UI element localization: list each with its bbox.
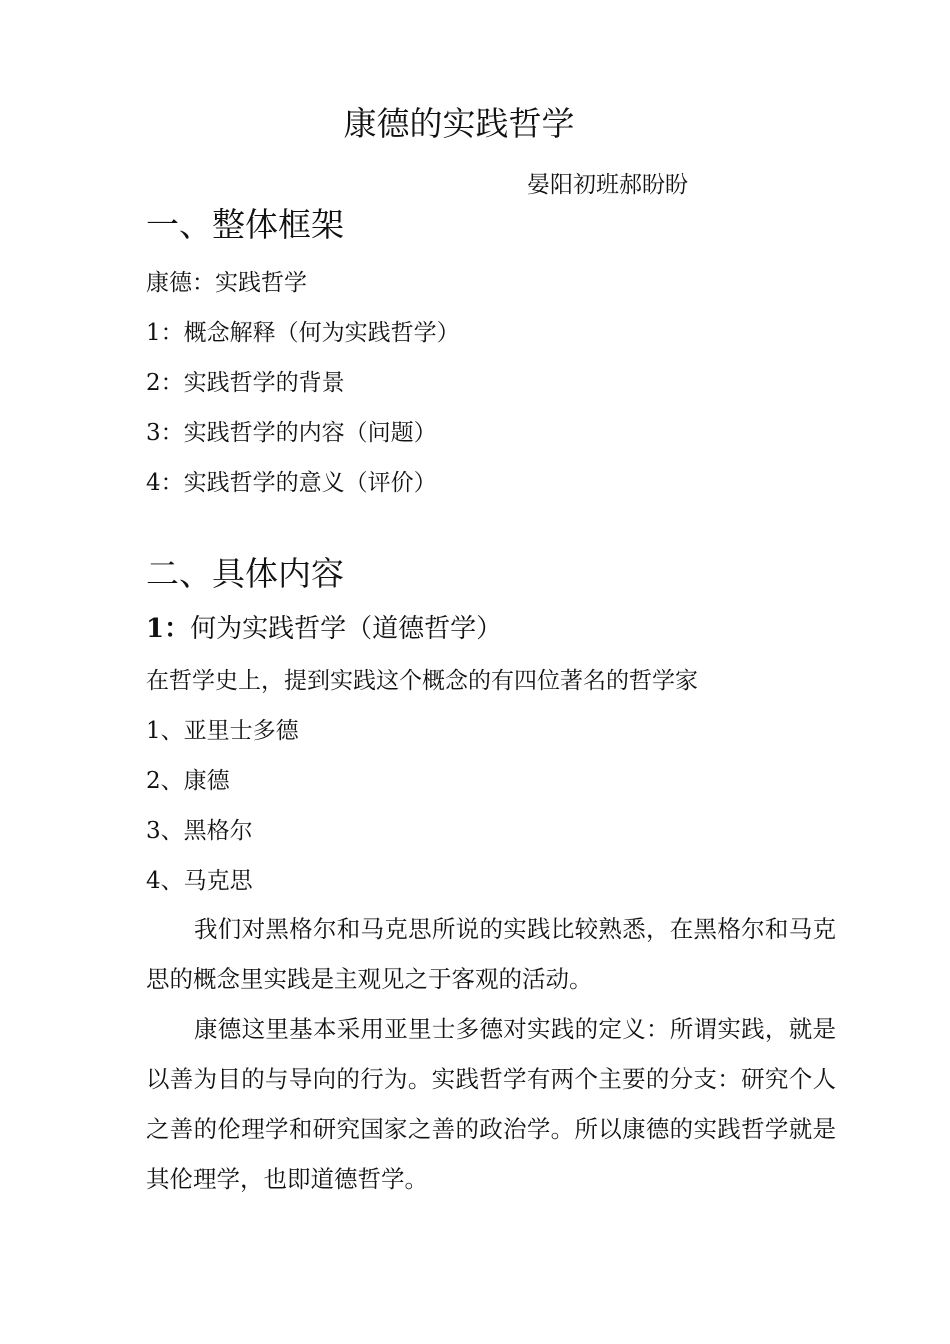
framework-item: 3：实践哲学的内容（问题） — [146, 420, 437, 446]
philosopher-item: 1、亚里士多德 — [146, 718, 299, 744]
framework-item: 1：概念解释（何为实践哲学） — [146, 320, 460, 346]
intro-line: 在哲学史上，提到实践这个概念的有四位著名的哲学家 — [146, 668, 698, 694]
body-paragraph: 康德这里基本采用亚里士多德对实践的定义：所谓实践，就是以善为目的与导向的行为。实践哲学有两个主要的分支：研究个人之善的伦理学和研究国家之善的政治学。所以康德的实践哲学就是其伦理学，也即道德哲学。 — [146, 1015, 836, 1193]
body-paragraph: 我们对黑格尔和马克思所说的实践比较熟悉，在黑格尔和马克思的概念里实践是主观见之于客观的活动。 — [146, 915, 836, 993]
philosopher-item: 4、马克思 — [146, 868, 253, 894]
section-2-heading: 二、具体内容 — [146, 554, 344, 593]
document-author: 晏阳初班郝盼盼 — [527, 172, 688, 198]
document-title: 康德的实践哲学 — [343, 104, 575, 143]
subsection-number: 1： — [146, 614, 191, 644]
philosopher-item: 3、黑格尔 — [146, 818, 253, 844]
section-1-heading: 一、整体框架 — [146, 205, 344, 244]
framework-item: 2：实践哲学的背景 — [146, 370, 345, 396]
philosopher-item: 2、康德 — [146, 768, 230, 794]
framework-item: 4：实践哲学的意义（评价） — [146, 470, 437, 496]
subsection-title: 何为实践哲学（道德哲学） — [190, 614, 503, 644]
framework-item: 康德：实践哲学 — [146, 270, 307, 296]
subsection-heading — [146, 610, 502, 648]
